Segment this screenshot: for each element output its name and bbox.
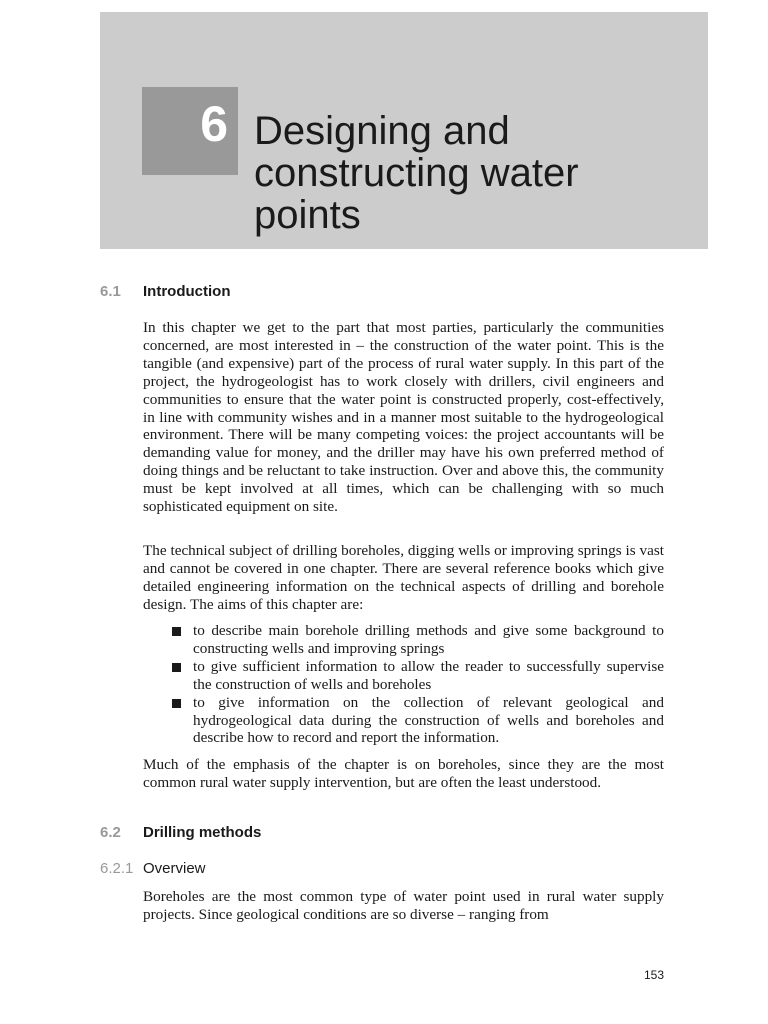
chapter-number: 6 (200, 96, 228, 152)
paragraph-intro-2: The technical subject of drilling boreholes, digging wells or improving springs is vast and cannot be covered in one chapter. There are several reference books which give detailed engineering information on the technical aspects of drilling and borehole design. The aims of this chapter are: (143, 542, 664, 613)
bullet-square-icon (172, 699, 181, 708)
chapter-number-box (142, 87, 238, 175)
section-title: Introduction (143, 283, 231, 300)
list-item: to describe main borehole drilling methods and give some background to constructing wells and improving springs (172, 622, 664, 658)
subsection-title: Overview (143, 860, 206, 877)
chapter-title: Designing and constructing water points (254, 109, 579, 237)
paragraph-intro-1: In this chapter we get to the part that most parties, particularly the communities concerned, are most interested in – the construction of the water point. This is the tangible (and expensive) part of the process of rural water supply. In this part of the project, the hydrogeologist has to work closely with drillers, civil engineers and communities to ensure that the water point is constructed properly, cost-effectively, in line with community wishes and in a manner most suitable to the hydrogeological environment. There will be many competing voices: the project accountants will be demanding value for money, and the driller may have his own preferred method of doing things and be reluctant to take instruction. Over and above this, the community must be kept involved at all times, which can be challenging with so much sophisticated equipment on site. (143, 319, 664, 516)
list-item: to give sufficient information to allow the reader to successfully supervise the construction of wells and boreholes (172, 658, 664, 694)
paragraph-overview-1: Boreholes are the most common type of water point used in rural water supply projects. Since geological conditions are so diverse – ranging from (143, 888, 664, 923)
aims-list (172, 622, 664, 747)
subsection-heading-overview (100, 860, 206, 877)
section-number: 6.1 (100, 283, 121, 300)
section-title: Drilling methods (143, 824, 262, 841)
section-heading-introduction (100, 283, 230, 300)
chapter-header-box (100, 12, 708, 249)
bullet-square-icon (172, 663, 181, 672)
paragraph-intro-3: Much of the emphasis of the chapter is on boreholes, since they are the most common rural water supply intervention, but are often the least understood. (143, 756, 664, 791)
page-number: 153 (643, 968, 664, 982)
bullet-square-icon (172, 627, 181, 636)
section-number: 6.2 (100, 824, 121, 841)
section-heading-drilling-methods (100, 824, 261, 841)
subsection-number: 6.2.1 (100, 860, 134, 877)
list-item: to give information on the collection of relevant geological and hydrogeological data during the construction of wells and boreholes and describe how to record and report the information. (172, 694, 664, 748)
